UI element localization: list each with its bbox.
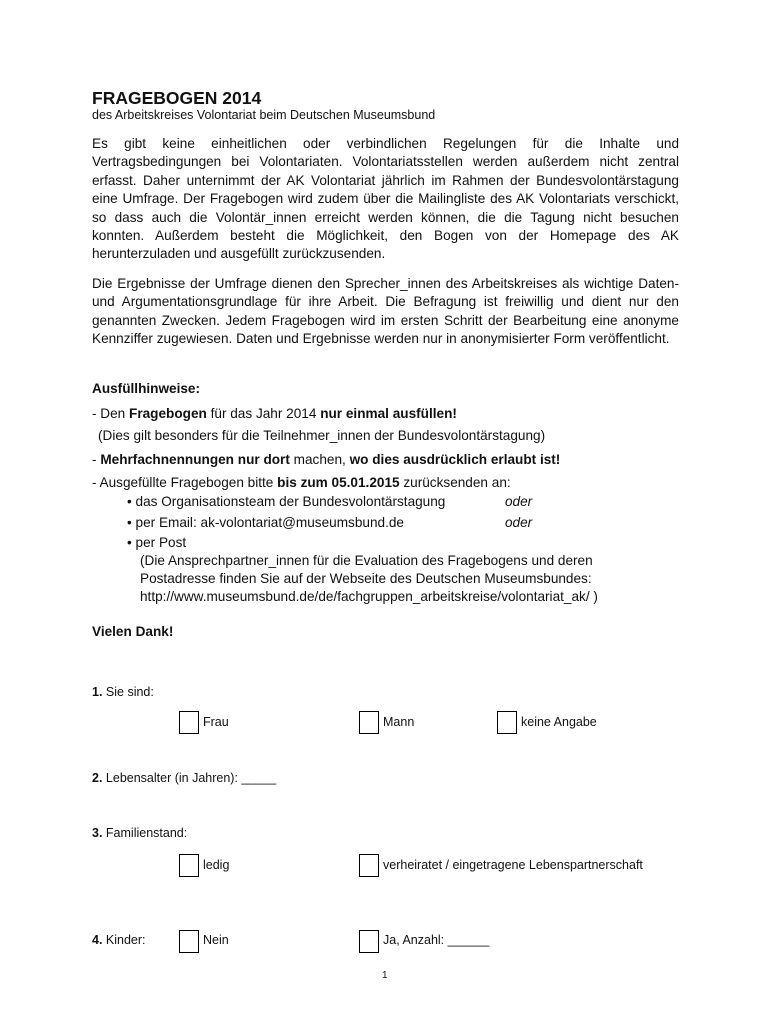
thanks: Vielen Dank! xyxy=(92,624,174,639)
question-3-label: 3. Familienstand: xyxy=(92,826,188,840)
hint-line-1: - Den Fragebogen für das Jahr 2014 nur einmal ausfüllen! xyxy=(92,406,457,421)
checkbox-verheiratet[interactable] xyxy=(359,854,379,877)
checkbox-frau[interactable] xyxy=(179,711,199,734)
subtitle: des Arbeitskreises Volontariat beim Deutschen Museumsbund xyxy=(92,108,436,122)
hint-line-4: - Ausgefüllte Fragebogen bitte bis zum 05.01.2015 zurücksenden an: xyxy=(92,475,511,490)
page-number: 1 xyxy=(382,970,388,981)
post-line-1: (Die Ansprechpartner_innen für die Evaluation des Fragebogens und deren xyxy=(140,553,593,568)
hint-line-2: (Dies gilt besonders für die Teilnehmer_innen der Bundesvolontärstagung) xyxy=(98,428,546,443)
checkbox-mann[interactable] xyxy=(359,711,379,734)
question-1-label: 1. Sie sind: xyxy=(92,685,154,699)
intro-paragraph-1: Es gibt keine einheitlichen oder verbindlichen Regelungen für die Inhalte und Vertragsbedingungen bei Volontariaten. Volontariatsstellen werden außerdem nicht zentral erfasst. Daher unternimmt der AK Volontariat jährlich im Rahmen der Bundesvolontärstagung eine Umfrage. Der Fragebogen wird zudem über die Mailingliste des AK Volontariats verschickt, so dass auch die Volontär_innen erreicht werden können, die die Tagung nicht besuchen konnten. Außerdem besteht die Möglichkeit, den Bogen von der Homepage des AK herunterzuladen und ausgefüllt zurückzusenden. xyxy=(92,136,679,262)
bullet-or-2: oder xyxy=(505,515,533,530)
option-nein: Nein xyxy=(203,933,229,947)
post-line-2: Postadresse finden Sie auf der Webseite des Deutschen Museumsbundes: xyxy=(140,571,592,586)
option-ja-anzahl: Ja, Anzahl: ______ xyxy=(383,933,490,947)
option-mann: Mann xyxy=(383,715,415,729)
post-line-3: http://www.museumsbund.de/de/fachgruppen_arbeitskreise/volontariat_ak/ ) xyxy=(140,589,598,604)
hint-line-3: - Mehrfachnennungen nur dort machen, wo dies ausdrücklich erlaubt ist! xyxy=(92,452,561,467)
checkbox-nein[interactable] xyxy=(179,930,199,953)
question-4-label: 4. Kinder: xyxy=(92,933,146,947)
bullet-organisation: • das Organisationsteam der Bundesvolontärstagung xyxy=(127,494,446,509)
question-2-label: 2. Lebensalter (in Jahren): _____ xyxy=(92,771,277,785)
checkbox-ja[interactable] xyxy=(359,930,379,953)
option-ledig: ledig xyxy=(203,858,230,872)
checkbox-ledig[interactable] xyxy=(179,854,199,877)
option-frau: Frau xyxy=(203,715,229,729)
intro-paragraph-2: Die Ergebnisse der Umfrage dienen den Sprecher_innen des Arbeitskreises als wichtige Daten- und Argumentationsgrundlage für ihre Arbeit. Die Befragung ist freiwillig und dient nur den genannten Zwecken. Jedem Fragebogen wird im ersten Schritt der Bearbeitung eine anonyme Kennziffer zugewiesen. Daten und Ergebnisse werden nur in anonymisierter Form veröffentlicht. xyxy=(92,276,679,347)
page-title: FRAGEBOGEN 2014 xyxy=(92,88,262,108)
bullet-post: • per Post xyxy=(127,535,187,550)
hints-heading: Ausfüllhinweise: xyxy=(92,381,201,396)
bullet-email: • per Email: ak-volontariat@museumsbund.de xyxy=(127,515,404,530)
checkbox-keine-angabe[interactable] xyxy=(497,711,517,734)
option-verheiratet: verheiratet / eingetragene Lebenspartnerschaft xyxy=(383,858,643,872)
option-keine-angabe: keine Angabe xyxy=(521,715,597,729)
bullet-or-1: oder xyxy=(505,494,533,509)
